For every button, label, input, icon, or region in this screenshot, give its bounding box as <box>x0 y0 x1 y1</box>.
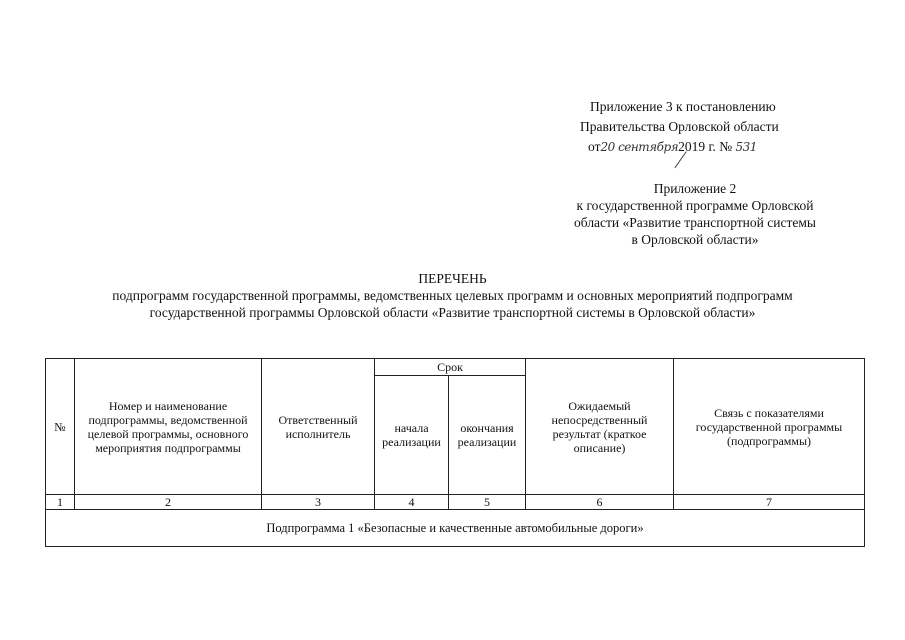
column-numbers-row <box>46 495 865 510</box>
header-num: № <box>46 359 75 495</box>
column-number: 1 <box>46 495 75 510</box>
approval-prefix: от <box>588 139 601 154</box>
header-end: окончания реализации <box>449 376 526 495</box>
header-executor: Ответственный исполнитель <box>262 359 375 495</box>
appendix-line-4: в Орловской области» <box>631 232 759 247</box>
approval-year-no: 2019 г. № <box>678 139 733 154</box>
appendix-block <box>545 180 845 248</box>
title-line-2: государственной программы Орловской области «Развитие транспортной системы в Орловской области» <box>149 305 756 320</box>
document-title <box>40 270 865 321</box>
approval-line-1: Приложение 3 к постановлению <box>590 99 776 114</box>
appendix-line-1: Приложение 2 <box>653 181 737 196</box>
header-link: Связь с показателями государственной программы (подпрограммы) <box>674 359 865 495</box>
handwritten-number: 531 <box>735 140 757 154</box>
subprogram-title: Подпрограмма 1 «Безопасные и качественные автомобильные дороги» <box>46 510 865 547</box>
handwritten-date: 20 сентября <box>600 140 679 154</box>
column-number: 2 <box>75 495 262 510</box>
subprogram-row <box>46 510 865 547</box>
header-start: начала реализации <box>375 376 449 495</box>
column-number: 4 <box>375 495 449 510</box>
programs-table <box>45 358 865 547</box>
title-heading: ПЕРЕЧЕНЬ <box>418 271 487 286</box>
approval-line-2: Правительства Орловской области <box>580 119 779 134</box>
title-line-1: подпрограмм государственной программы, ведомственных целевых программ и основных мероприятий подпрограмм <box>112 288 793 303</box>
appendix-line-2: к государственной программе Орловской <box>576 198 814 213</box>
header-result: Ожидаемый непосредственный результат (краткое описание) <box>526 359 674 495</box>
column-number: 6 <box>526 495 674 510</box>
header-term: Срок <box>375 359 526 376</box>
approval-line-3 <box>560 137 860 157</box>
approval-block <box>560 97 860 157</box>
column-number: 5 <box>449 495 526 510</box>
column-number: 3 <box>262 495 375 510</box>
appendix-line-3: области «Развитие транспортной системы <box>574 215 816 230</box>
header-name: Номер и наименование подпрограммы, ведомственной целевой программы, основного мероприятия подпрограммы <box>75 359 262 495</box>
column-number: 7 <box>674 495 865 510</box>
